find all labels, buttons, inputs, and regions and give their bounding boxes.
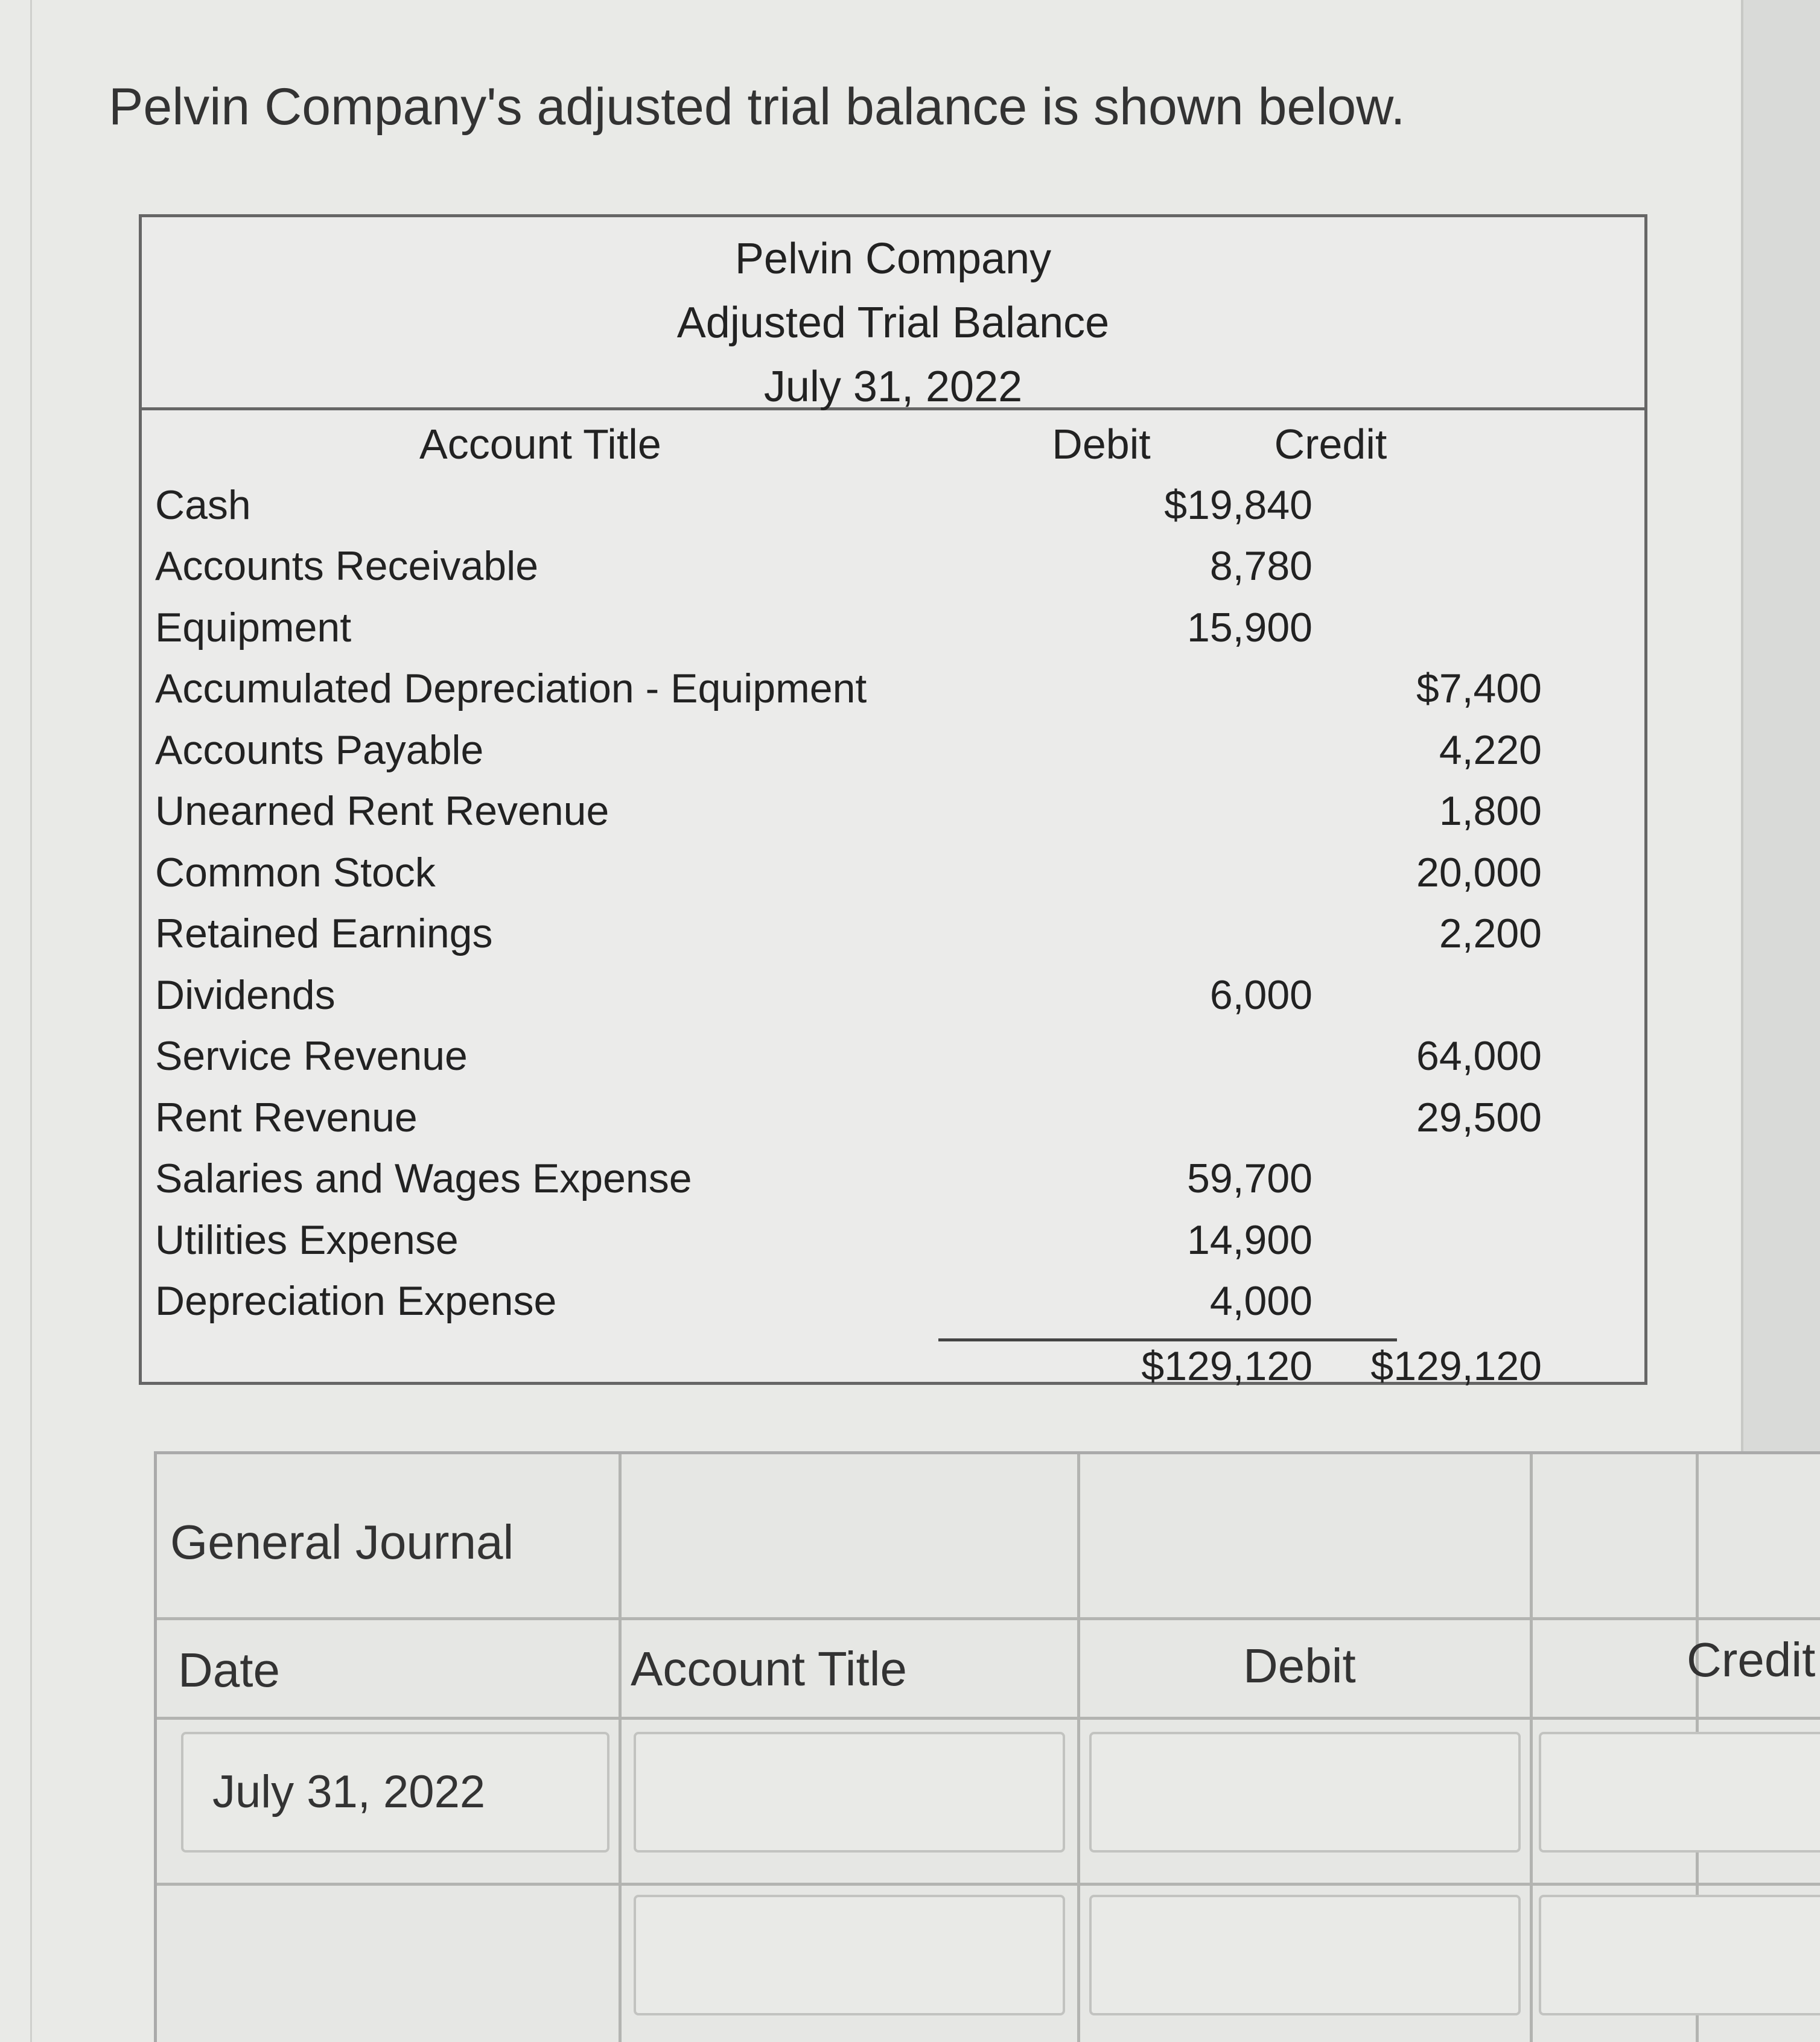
account-title: Dividends <box>155 972 336 1018</box>
row-divider <box>157 1617 1820 1620</box>
account-title: Cash <box>155 482 251 528</box>
statement-name: Adjusted Trial Balance <box>676 299 1110 347</box>
column-divider <box>1530 1454 1533 2042</box>
trial-balance-header <box>142 217 1644 410</box>
account-title: Common Stock <box>155 849 436 895</box>
debit-amount: 6,000 <box>1209 972 1312 1018</box>
general-journal <box>154 1451 1820 2042</box>
date-field[interactable] <box>181 1732 609 1853</box>
credit-amount: 2,200 <box>1439 911 1542 956</box>
credit-total: $129,120 <box>1370 1343 1542 1389</box>
intro-text: Pelvin Company's adjusted trial balance is shown below. <box>109 78 1405 136</box>
account-title: Utilities Expense <box>155 1217 459 1263</box>
column-header-row <box>142 415 1644 477</box>
table-row <box>142 1150 1644 1212</box>
table-row <box>142 722 1644 783</box>
account-title-header: Account Title <box>419 421 661 468</box>
account-title: Salaries and Wages Expense <box>155 1156 692 1201</box>
date-field-value: July 31, 2022 <box>212 1766 486 1818</box>
account-title: Accumulated Depreciation - Equipment <box>155 666 867 711</box>
credit-amount: 64,000 <box>1416 1033 1542 1079</box>
debit-amount: 15,900 <box>1187 604 1312 650</box>
debit-total: $129,120 <box>1141 1343 1312 1389</box>
debit-header: Debit <box>1052 421 1151 468</box>
row-divider <box>157 1717 1820 1720</box>
table-row <box>142 967 1644 1028</box>
credit-amount: 20,000 <box>1416 849 1542 895</box>
credit-header: Credit <box>1274 421 1387 468</box>
debit-amount: 4,000 <box>1209 1278 1312 1324</box>
row-divider <box>157 1883 1820 1886</box>
debit-field[interactable] <box>1089 1732 1521 1853</box>
debit-amount: 14,900 <box>1187 1217 1312 1263</box>
debit-amount: 59,700 <box>1187 1156 1312 1201</box>
credit-field[interactable] <box>1539 1732 1820 1853</box>
table-row <box>142 660 1644 722</box>
account-title: Rent Revenue <box>155 1094 418 1140</box>
totals-row <box>142 1338 1644 1399</box>
table-row <box>142 1212 1644 1273</box>
account-title: Retained Earnings <box>155 911 493 956</box>
table-row <box>142 1089 1644 1151</box>
table-row <box>142 1273 1644 1334</box>
table-row <box>142 905 1644 967</box>
debit-amount: $19,840 <box>1164 482 1312 528</box>
account-title-column-header: Account Title <box>631 1642 908 1696</box>
date-column-header: Date <box>178 1643 280 1697</box>
credit-field[interactable] <box>1539 1895 1820 2015</box>
left-divider <box>30 0 32 2042</box>
account-title-field[interactable] <box>634 1732 1065 1853</box>
debit-field[interactable] <box>1089 1895 1521 2015</box>
credit-column-header: Credit <box>1687 1633 1816 1687</box>
company-name: Pelvin Company <box>734 235 1052 283</box>
statement-date: July 31, 2022 <box>763 363 1023 411</box>
table-row <box>142 783 1644 844</box>
trial-balance-table <box>139 214 1647 1389</box>
account-title-field[interactable] <box>634 1895 1065 2015</box>
column-divider <box>619 1454 622 2042</box>
debit-column-header: Debit <box>1243 1639 1356 1693</box>
trial-balance-body <box>142 410 1644 1399</box>
table-row <box>142 538 1644 599</box>
table-row <box>142 1028 1644 1089</box>
column-divider <box>1077 1454 1080 2042</box>
credit-amount: 1,800 <box>1439 788 1542 834</box>
credit-amount: 29,500 <box>1416 1094 1542 1140</box>
account-title: Service Revenue <box>155 1033 468 1079</box>
account-title: Equipment <box>155 604 352 650</box>
account-title: Accounts Receivable <box>155 543 539 589</box>
table-row <box>142 844 1644 906</box>
account-title: Depreciation Expense <box>155 1278 557 1324</box>
table-row <box>142 477 1644 538</box>
table-row <box>142 599 1644 661</box>
journal-heading: General Journal <box>170 1515 514 1569</box>
credit-amount: 4,220 <box>1439 727 1542 773</box>
account-title: Unearned Rent Revenue <box>155 788 609 834</box>
account-title: Accounts Payable <box>155 727 484 773</box>
debit-amount: 8,780 <box>1209 543 1312 589</box>
credit-amount: $7,400 <box>1416 666 1542 711</box>
